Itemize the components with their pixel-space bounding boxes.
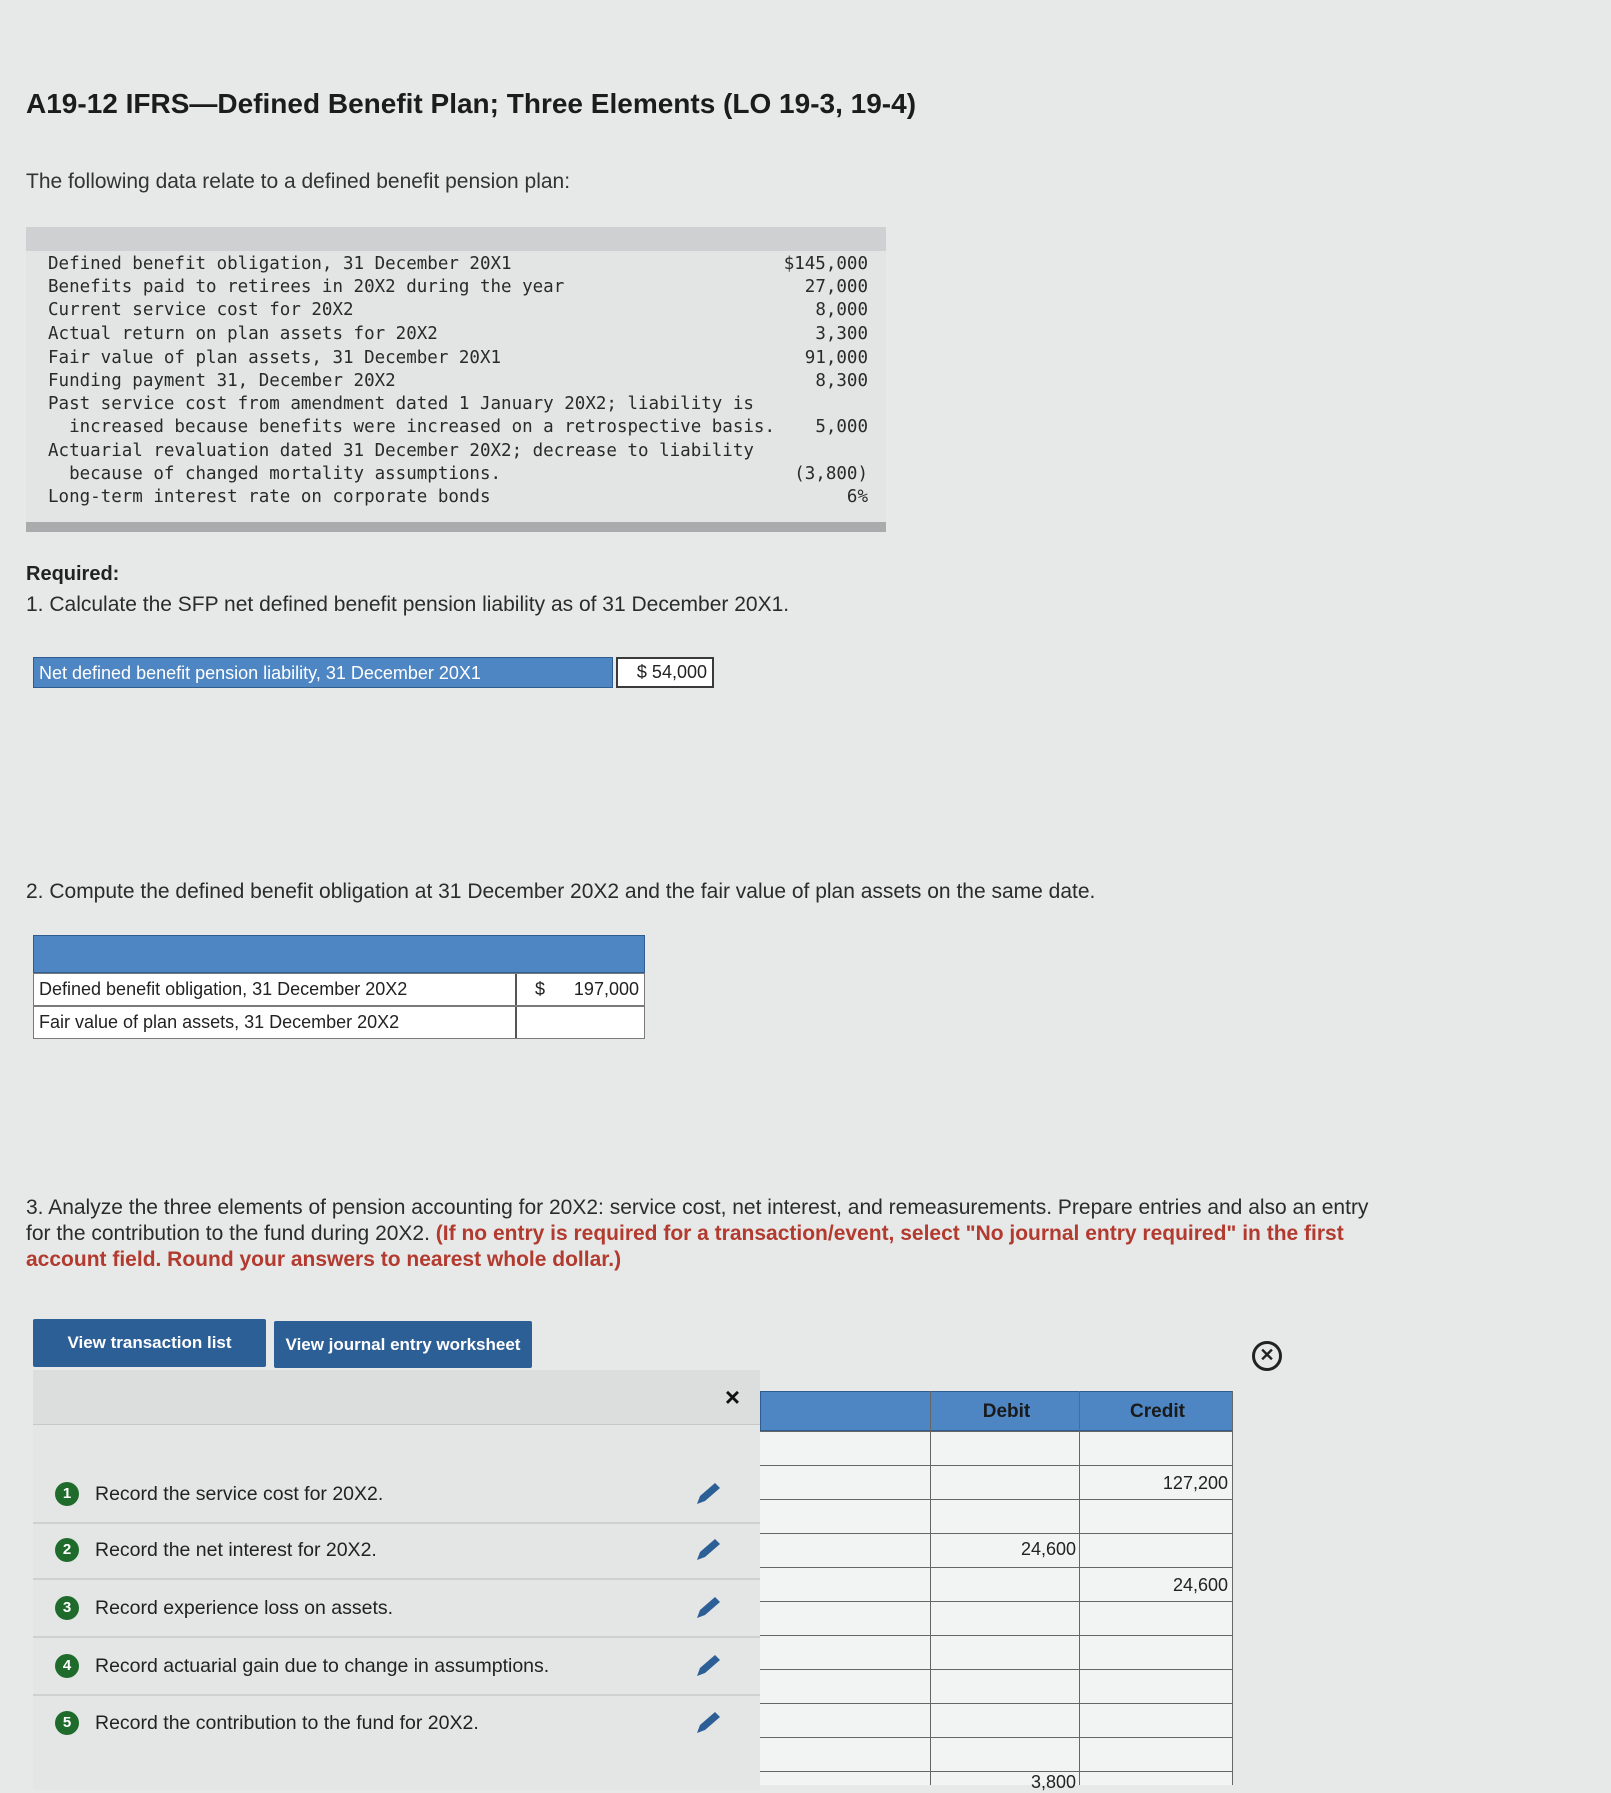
close-circle-icon[interactable]: ✕ xyxy=(1252,1341,1282,1371)
data-label: Actual return on plan assets for 20X2 xyxy=(48,324,438,344)
data-row xyxy=(48,324,868,347)
transaction-text: Record experience loss on assets. xyxy=(95,1597,394,1619)
data-value: 8,300 xyxy=(815,371,868,391)
data-row xyxy=(48,464,868,487)
pencil-edit-icon[interactable] xyxy=(693,1536,723,1564)
q3-question: 3. Analyze the three elements of pension accounting for 20X2: service cost, net interest, and remeasurements. Prepare entries and also an entry for the contribution to the fund during 20X2. xyxy=(26,1196,1369,1245)
data-label: Benefits paid to retirees in 20X2 during the year xyxy=(48,277,565,297)
step-number-badge: 3 xyxy=(55,1596,79,1620)
data-value: 8,000 xyxy=(815,300,868,320)
q2-label: Fair value of plan assets, 31 December 20X2 xyxy=(39,1012,400,1032)
row-line xyxy=(760,1737,1233,1738)
data-value: 3,300 xyxy=(815,324,868,344)
row-line xyxy=(760,1635,1233,1636)
data-value: 6% xyxy=(846,487,868,507)
step-number-badge: 5 xyxy=(55,1711,79,1735)
transaction-item[interactable] xyxy=(33,1580,760,1638)
transaction-list-panel xyxy=(33,1370,760,1790)
question-2-text: 2. Compute the defined benefit obligation at 31 December 20X2 and the fair value of plan assets on the same date. xyxy=(26,880,1096,903)
row-line xyxy=(760,1669,1233,1670)
credit-header: Credit xyxy=(1130,1401,1185,1422)
q2-dollar: $ xyxy=(535,979,546,999)
transaction-item[interactable] xyxy=(33,1695,760,1751)
question-3-text xyxy=(26,1195,1386,1273)
data-row xyxy=(48,348,868,371)
data-value: $145,000 xyxy=(783,254,868,274)
page-title: A19-12 IFRS—Defined Benefit Plan; Three Elements (LO 19-3, 19-4) xyxy=(26,88,917,119)
data-label: Funding payment 31, December 20X2 xyxy=(48,371,396,391)
column-divider xyxy=(1079,1391,1080,1785)
journal-table-header xyxy=(760,1391,1233,1431)
q1-answer-input[interactable]: $ 54,000 xyxy=(616,657,714,688)
transaction-list-header xyxy=(33,1370,760,1425)
data-label: increased because benefits were increased on a retrospective basis. xyxy=(48,417,775,437)
credit-value[interactable]: 127,200 xyxy=(1162,1473,1228,1493)
q2-obligation-input[interactable]: 197,000 xyxy=(573,979,639,999)
transaction-item[interactable] xyxy=(33,1466,760,1524)
q3-instruction: (If no entry is required for a transaction/event, select "No journal entry required" in the first account field. Round your answers to nearest whole dollar.) xyxy=(26,1222,1344,1271)
row-line xyxy=(760,1499,1233,1500)
q1-answer-row xyxy=(33,657,713,690)
transaction-text: Record actuarial gain due to change in assumptions. xyxy=(95,1655,550,1677)
step-number-badge: 1 xyxy=(55,1482,79,1506)
debit-header: Debit xyxy=(982,1401,1031,1422)
debit-value[interactable]: 3,800 xyxy=(1030,1772,1076,1792)
required-heading: Required: xyxy=(26,563,120,585)
transaction-text: Record the contribution to the fund for 20X2. xyxy=(95,1712,479,1734)
q2-table xyxy=(33,935,645,1045)
data-row xyxy=(48,300,868,323)
data-label: Long-term interest rate on corporate bonds xyxy=(48,487,491,507)
q1-label: Net defined benefit pension liability, 31 December 20X1 xyxy=(33,657,613,688)
step-number-badge: 4 xyxy=(55,1654,79,1678)
view-transaction-list-button[interactable]: View transaction list xyxy=(33,1319,266,1367)
row-line xyxy=(760,1533,1233,1534)
q2-row-obligation xyxy=(33,973,645,1006)
transaction-text: Record the service cost for 20X2. xyxy=(95,1483,384,1505)
pencil-edit-icon[interactable] xyxy=(693,1480,723,1508)
data-value: (3,800) xyxy=(794,464,868,484)
column-divider xyxy=(930,1391,931,1785)
data-value: 91,000 xyxy=(804,348,868,368)
close-icon[interactable]: × xyxy=(724,1382,740,1412)
data-row xyxy=(48,277,868,300)
data-label: Actuarial revaluation dated 31 December 20X2; decrease to liability xyxy=(48,441,754,461)
row-line xyxy=(760,1567,1233,1568)
q2-divider xyxy=(515,974,517,1005)
row-line xyxy=(760,1703,1233,1704)
row-line xyxy=(760,1465,1233,1466)
data-row xyxy=(48,254,868,277)
data-value: 5,000 xyxy=(815,417,868,437)
journal-entry-table xyxy=(760,1391,1233,1792)
q2-label: Defined benefit obligation, 31 December 20X2 xyxy=(39,979,408,999)
data-row xyxy=(48,417,868,440)
column-divider xyxy=(1232,1391,1233,1785)
data-row xyxy=(48,441,868,464)
data-row xyxy=(48,394,868,417)
data-label: because of changed mortality assumptions. xyxy=(48,464,502,484)
data-panel xyxy=(26,227,886,532)
pencil-edit-icon[interactable] xyxy=(693,1652,723,1680)
data-row xyxy=(48,371,868,394)
q2-table-header xyxy=(33,935,645,973)
step-number-badge: 2 xyxy=(55,1538,79,1562)
view-journal-entry-worksheet-button[interactable]: View journal entry worksheet xyxy=(274,1321,532,1368)
intro-text: The following data relate to a defined benefit pension plan: xyxy=(26,170,571,193)
pencil-edit-icon[interactable] xyxy=(693,1594,723,1622)
transaction-text: Record the net interest for 20X2. xyxy=(95,1539,377,1561)
data-label: Current service cost for 20X2 xyxy=(48,300,354,320)
row-line xyxy=(760,1601,1233,1602)
data-label: Defined benefit obligation, 31 December 20X1 xyxy=(48,254,512,274)
transaction-item[interactable] xyxy=(33,1522,760,1580)
question-1-text: 1. Calculate the SFP net defined benefit pension liability as of 31 December 20X1. xyxy=(26,593,790,616)
row-line xyxy=(760,1431,1233,1432)
transaction-item[interactable] xyxy=(33,1638,760,1696)
q2-row-plan-assets xyxy=(33,1006,645,1039)
data-value: 27,000 xyxy=(804,277,868,297)
data-label: Past service cost from amendment dated 1 January 20X2; liability is xyxy=(48,394,754,414)
pencil-edit-icon[interactable] xyxy=(693,1709,723,1737)
q2-divider xyxy=(515,1007,517,1038)
data-row xyxy=(48,487,868,510)
credit-value[interactable]: 24,600 xyxy=(1172,1575,1228,1595)
data-label: Fair value of plan assets, 31 December 20X1 xyxy=(48,348,502,368)
debit-value[interactable]: 24,600 xyxy=(1020,1539,1076,1559)
